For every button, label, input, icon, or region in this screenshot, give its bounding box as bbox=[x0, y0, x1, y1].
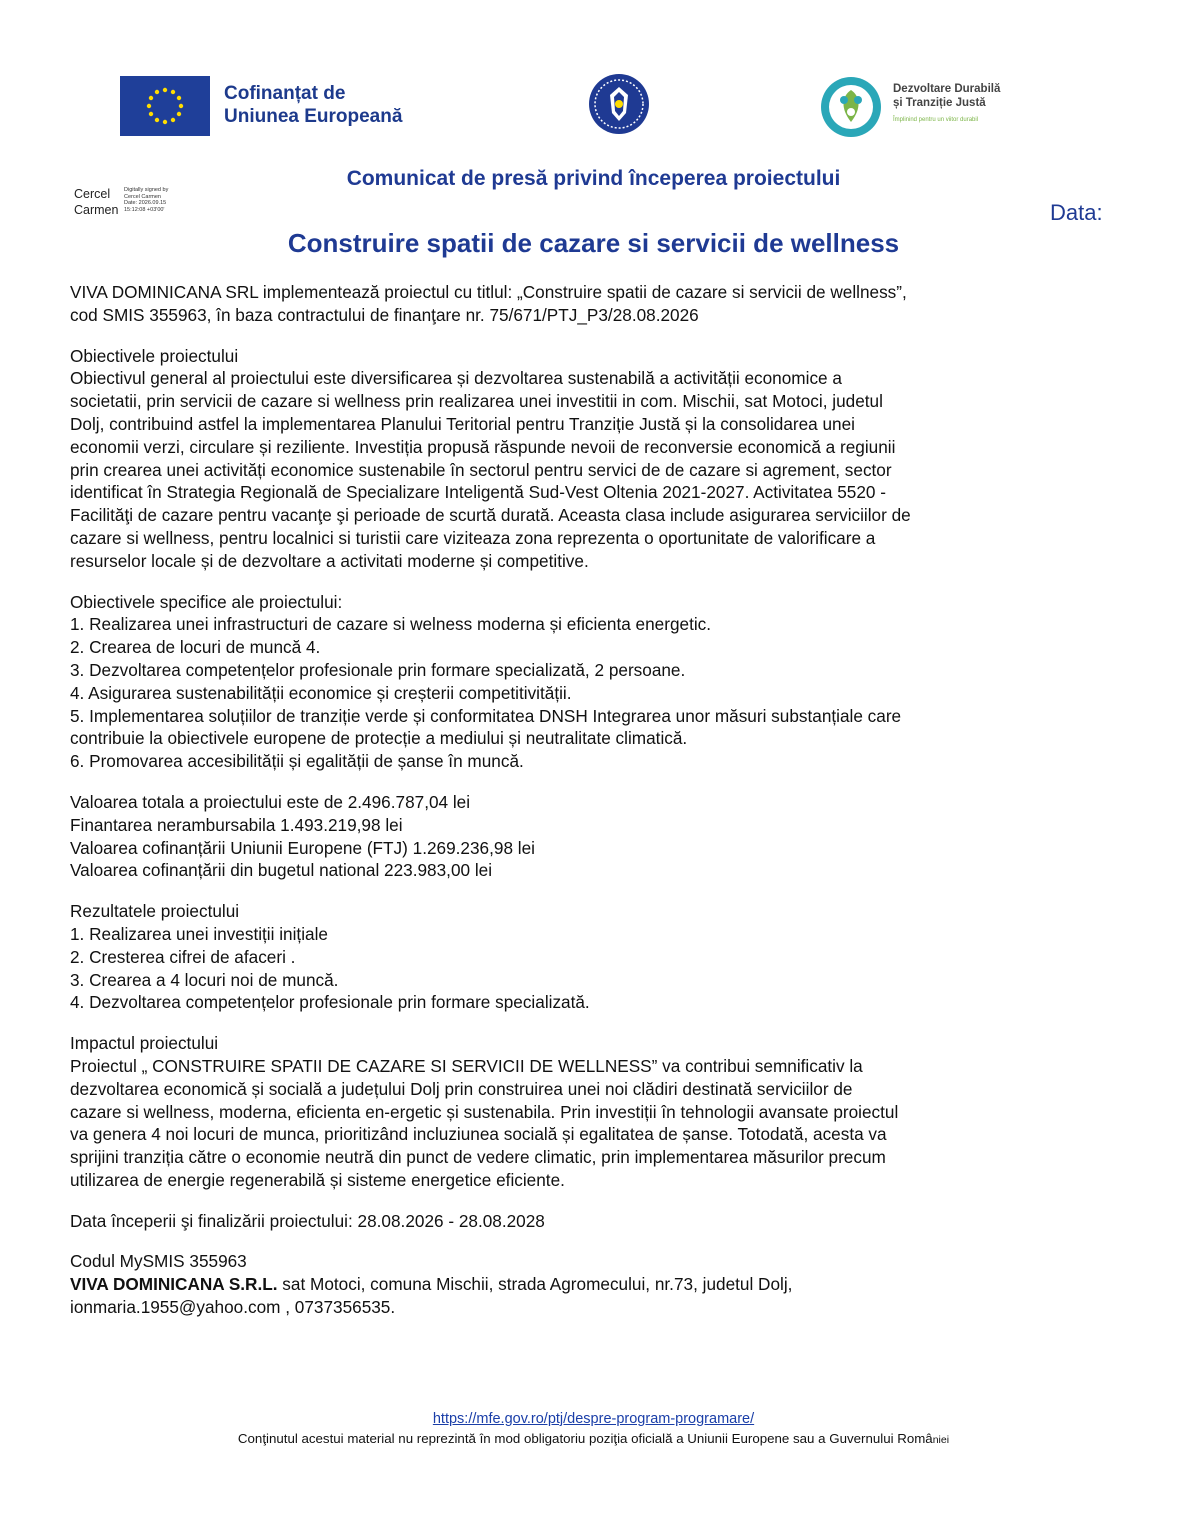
objectives-line: societatii, prin servicii de cazare si wellness prin realizarea unei investitii in com. Mischii, sat Motoci, judetul bbox=[70, 391, 883, 412]
signature-detail-line3: Date: 2026.09.15 bbox=[124, 200, 167, 206]
crest-icon bbox=[588, 73, 650, 135]
program-website-link[interactable]: https://mfe.gov.ro/ptj/despre-program-programare/ bbox=[432, 1411, 755, 1427]
specific-objectives-heading: Obiectivele specifice ale proiectului: bbox=[70, 591, 343, 612]
ddtj-line1: Dezvoltare Durabilă bbox=[893, 83, 1001, 95]
date-label: Data: bbox=[1050, 200, 1103, 225]
ddtj-program-logo bbox=[820, 76, 882, 138]
impact-line: cazare si wellness, moderna, eficienta en-ergetic și sustenabila. Prin investiții în tehnologii avansate proiectul bbox=[70, 1101, 899, 1122]
signature-name-line1: Cercel bbox=[74, 187, 111, 201]
specific-objective-item: 5. Implementarea soluțiilor de tranziție verde și conformitatea DNSH Integrarea unor măsuri substanțiale care bbox=[70, 705, 902, 726]
project-title: Construire spatii de cazare si servicii de wellness bbox=[287, 228, 900, 258]
contact-line bbox=[70, 1296, 1130, 1319]
disclaimer bbox=[0, 1431, 1187, 1446]
press-release-title: Comunicat de presă privind începerea proiectului bbox=[346, 167, 841, 190]
objectives-line: Obiectivul general al proiectului este diversificarea și dezvoltarea sustenabilă a activității economice a bbox=[70, 368, 842, 389]
ddtj-circle-icon bbox=[820, 76, 882, 138]
specific-objective-item: 3. Dezvoltarea competențelor profesionale prin formare specializată, 2 persoane. bbox=[70, 659, 686, 680]
specific-objective-item: contribuie la obiectivele europene de protecție a mediului și neutralitate climatică. bbox=[70, 728, 688, 749]
ddtj-line2: și Tranziție Justă bbox=[893, 97, 986, 109]
disclaimer-main: Conţinutul acestui material nu reprezintă în mod obligatoriu poziţia oficială a Uniunii Europene sau a Guvernului Româ bbox=[237, 1431, 933, 1446]
objectives-line: Facilităţi de cazare pentru vacanţe şi perioade de scurtă durată. Aceasta clasa include asigurarea serviciilor de bbox=[70, 505, 911, 526]
signature-name-line2: Carmen bbox=[74, 203, 119, 217]
objectives-line: identificat în Strategia Regională de Specializare Inteligentă Sud-Vest Oltenia 2021-2027. Activitatea 5520 - bbox=[70, 482, 886, 503]
intro-line: VIVA DOMINICANA SRL implementează proiectul cu titlul: „Construire spatii de cazare si servicii de wellness”, bbox=[70, 282, 907, 302]
eu-flag-logo bbox=[120, 76, 210, 136]
eu-cofinanced-label bbox=[224, 82, 402, 128]
company-address: sat Motoci, comuna Mischii, strada Agromecului, nr.73, judetul Dolj, bbox=[277, 1274, 793, 1295]
specific-objective-item: 4. Asigurarea sustenabilității economice și creșterii competitivității. bbox=[70, 682, 572, 703]
objectives-line: Dolj, contribuind astfel la implementarea Planului Teritorial pentru Tranziție Justă și la consolidarea unei bbox=[70, 413, 855, 434]
signature-detail-line4: 15:12:08 +03'00' bbox=[124, 206, 165, 213]
result-item: 1. Realizarea unei investiții inițiale bbox=[70, 923, 328, 944]
disclaimer-tail: niei bbox=[932, 1434, 950, 1446]
specific-objective-item: 1. Realizarea unei infrastructuri de cazare si welness moderna și eficienta energetic. bbox=[70, 614, 712, 635]
impact-heading: Impactul proiectului bbox=[70, 1033, 219, 1054]
signature-detail-line1: Digitally signed by bbox=[124, 187, 169, 193]
contact-line bbox=[70, 1273, 1130, 1296]
document-body bbox=[70, 281, 1130, 1319]
signature-detail-line2: Cercel Carmen bbox=[124, 193, 161, 200]
romanian-government-crest bbox=[588, 73, 650, 135]
objectives-line: economii verzi, circulare și reziliente. Investiția propusă răspunde nevoii de reconversie economică a regiunii bbox=[70, 436, 896, 457]
ddtj-program-name bbox=[893, 82, 1000, 110]
contact-email-link[interactable]: ionmaria.1955@yahoo.com bbox=[70, 1297, 281, 1318]
specific-objective-item: 2. Crearea de locuri de muncă 4. bbox=[70, 637, 321, 658]
eu-stars-icon bbox=[120, 76, 210, 136]
eu-text-line1: Cofinanțat de bbox=[224, 83, 346, 104]
intro-line: cod SMIS 355963, în baza contractului de finanţare nr. 75/671/PTJ_P3/28.08.2026 bbox=[70, 304, 699, 325]
result-item: 3. Crearea a 4 locuri noi de muncă. bbox=[70, 969, 339, 990]
mysmis-code: Codul MySMIS 355963 bbox=[70, 1251, 247, 1272]
impact-line: va genera 4 noi locuri de munca, prioritizând incluziunea socială și egalitatea de șanse. Totodată, acesta va bbox=[70, 1124, 887, 1145]
result-item: 2. Cresterea cifrei de afaceri . bbox=[70, 946, 296, 967]
specific-objective-item: 6. Promovarea accesibilității și egalității de șanse în muncă. bbox=[70, 751, 524, 772]
project-dates: Data începerii şi finalizării proiectului: 28.08.2026 - 28.08.2028 bbox=[70, 1210, 545, 1231]
impact-line: Proiectul „ CONSTRUIRE SPATII DE CAZARE SI SERVICII DE WELLNESS” va contribui semnificativ la bbox=[70, 1055, 863, 1076]
impact-line: dezvoltarea economică și socială a județului Dolj prin construirea unei noi clădiri destinată serviciilor de bbox=[70, 1078, 853, 1099]
impact-line: utilizarea de energie regenerabilă și sisteme energetice eficiente. bbox=[70, 1169, 565, 1190]
company-name: VIVA DOMINICANA S.R.L. bbox=[70, 1274, 278, 1295]
contact-phone: , 0737356535. bbox=[280, 1297, 396, 1318]
eu-text-line2: Uniunea Europeană bbox=[224, 106, 403, 127]
result-item: 4. Dezvoltarea competențelor profesionale prin formare specializată. bbox=[70, 992, 590, 1013]
value-line: Valoarea cofinanțării din bugetul national 223.983,00 lei bbox=[70, 860, 493, 881]
value-line: Finantarea nerambursabila 1.493.219,98 lei bbox=[70, 814, 403, 835]
objectives-line: resurselor locale și de dezvoltare a activitati moderne și competitive. bbox=[70, 550, 589, 571]
ddtj-tagline: Împlinind pentru un viitor durabil bbox=[893, 117, 979, 123]
objectives-line: prin crearea unei activități economice sustenabile în sectorul pentru servici de de cazare si agrement, sector bbox=[70, 459, 892, 480]
value-line: Valoarea cofinanțării Uniunii Europene (FTJ) 1.269.236,98 lei bbox=[70, 837, 535, 858]
results-heading: Rezultatele proiectului bbox=[70, 901, 240, 922]
value-line: Valoarea totala a proiectului este de 2.496.787,04 lei bbox=[70, 791, 471, 812]
objectives-heading: Obiectivele proiectului bbox=[70, 345, 239, 366]
objectives-line: cazare si wellness, pentru localnici si turistii care viziteaza zona reprezenta o oportunitate de valorificare a bbox=[70, 527, 876, 548]
impact-line: sprijini tranziția către o economie neutră din punct de vedere climatic, prin implementarea măsurilor precum bbox=[70, 1147, 886, 1168]
